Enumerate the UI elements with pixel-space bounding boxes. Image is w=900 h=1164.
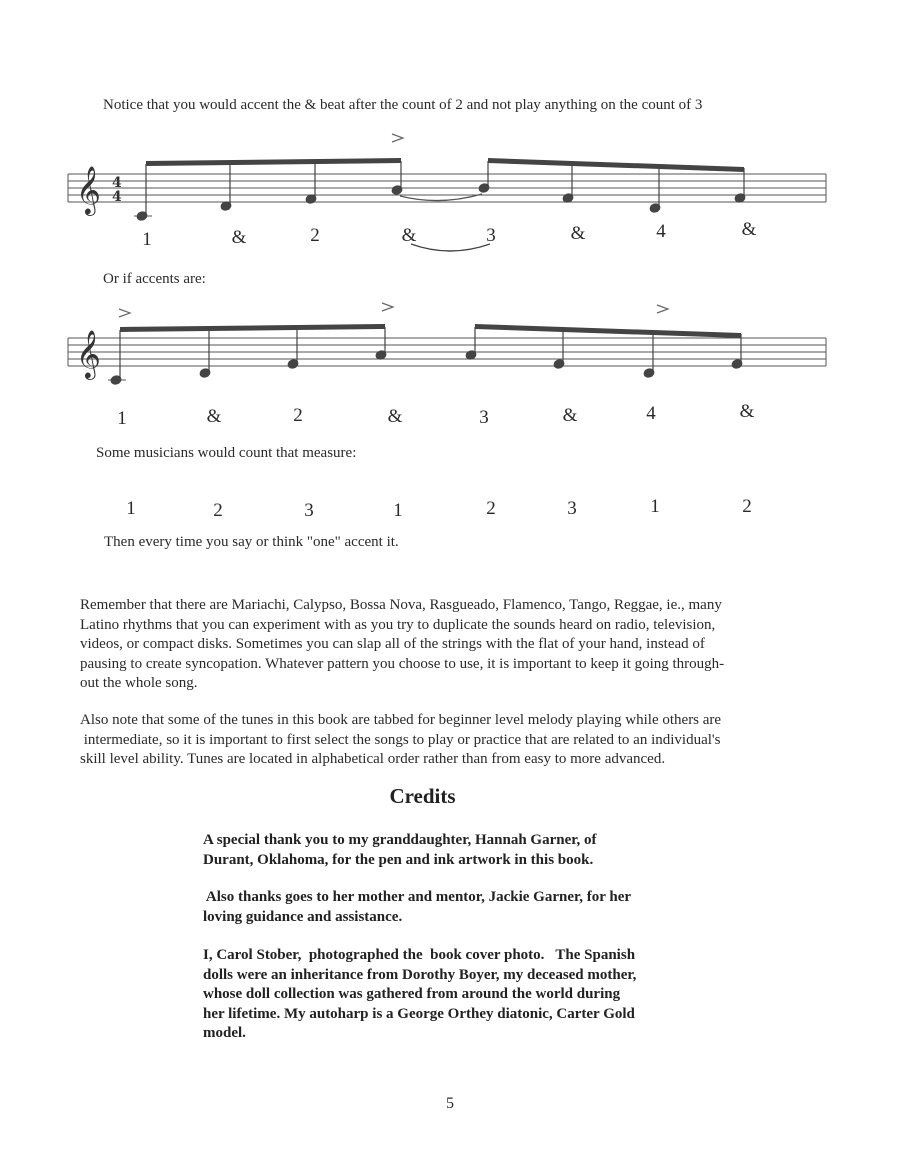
paragraph-line: pausing to create syncopation. Whatever pattern you choose to use, it is important to keep it going through-: [80, 655, 725, 672]
accent-mark: [392, 134, 403, 142]
count-label: &: [739, 401, 755, 422]
count-label: 4: [656, 221, 666, 242]
count-label: &: [570, 223, 586, 244]
paragraph-line: Also note that some of the tunes in this book are tabbed for beginner level melody playing while others are: [80, 712, 722, 728]
credits-line: her lifetime. My autoharp is a George Orthey diatonic, Carter Gold: [203, 1005, 635, 1022]
alt-count: 3: [304, 500, 314, 521]
count-tie: [0, 232, 900, 262]
credits-para-2: [203, 888, 631, 927]
treble-clef-icon: 𝄞: [76, 165, 101, 214]
paragraph-line: videos, or compact disks. Sometimes you can slap all of the strings with the flat of your hand, instead of: [80, 636, 705, 652]
count-label: 1: [117, 408, 127, 429]
count-label: 3: [479, 407, 489, 428]
accent-mark: [657, 305, 668, 313]
count-label: &: [401, 225, 417, 246]
paragraph-line: intermediate, so it is important to first select the songs to play or practice that are related to an individual's: [80, 731, 721, 748]
accent-note: Then every time you say or think "one" accent it.: [104, 534, 399, 550]
intro-note: Notice that you would accent the & beat after the count of 2 and not play anything on the count of 3: [103, 97, 703, 113]
accent-mark: [119, 309, 130, 317]
music-staff-example-2: [0, 290, 900, 400]
alt-count: 1: [126, 498, 136, 519]
alt-count: 1: [650, 496, 660, 517]
credits-line: I, Carol Stober, photographed the book cover photo. The Spanish: [203, 947, 636, 963]
credits-line: Durant, Oklahoma, for the pen and ink artwork in this book.: [203, 851, 594, 868]
credits-line: whose doll collection was gathered from around the world during: [203, 986, 621, 1002]
count-label: 1: [142, 229, 152, 250]
time-signature-bottom: 4: [112, 189, 122, 205]
count-label: &: [387, 406, 403, 427]
paragraph-line: skill level ability. Tunes are located in alphabetical order rather than from easy to more advanced.: [80, 751, 666, 767]
alt-count: 2: [213, 500, 223, 521]
alt-count: 2: [486, 498, 496, 519]
credits-line: loving guidance and assistance.: [203, 908, 403, 925]
alt-count: 1: [393, 500, 403, 521]
accent-mark: [382, 303, 393, 311]
music-staff-example-1: [0, 120, 900, 240]
alt-count: 2: [742, 496, 752, 517]
count-label: 4: [646, 403, 656, 424]
count-label: 2: [310, 225, 320, 246]
treble-clef-icon: 𝄞: [76, 329, 101, 378]
credits-line: Also thanks goes to her mother and mentor, Jackie Garner, for her: [203, 889, 632, 905]
credits-line: dolls were an inheritance from Dorothy Boyer, my deceased mother,: [203, 966, 637, 983]
paragraph-line: Latino rhythms that you can experiment with as you try to duplicate the sounds heard on radio, television,: [80, 616, 716, 633]
paragraph-line: out the whole song.: [80, 675, 198, 691]
count-label-heading: Some musicians would count that measure:: [96, 445, 357, 461]
count-label: &: [231, 227, 247, 248]
time-signature-top: 4: [112, 175, 122, 191]
count-label: 2: [293, 405, 303, 426]
alt-count: 3: [567, 498, 577, 519]
skill-level-paragraph: [80, 711, 820, 770]
credits-line: A special thank you to my granddaughter, Hannah Garner, of: [203, 832, 597, 848]
credits-title: Credits: [389, 784, 456, 808]
count-label: &: [741, 219, 757, 240]
credits-para-1: [203, 831, 597, 870]
count-label: &: [562, 405, 578, 426]
rhythms-paragraph: [80, 596, 820, 694]
count-label: &: [206, 406, 222, 427]
credits-line: model.: [203, 1025, 246, 1041]
credits-para-3: [203, 946, 636, 1044]
count-label: 3: [486, 225, 496, 246]
page-number: 5: [446, 1095, 454, 1112]
accents-label: Or if accents are:: [103, 271, 206, 287]
paragraph-line: Remember that there are Mariachi, Calypso, Bossa Nova, Rasgueado, Flamenco, Tango, Reggae, ie., many: [80, 597, 722, 613]
